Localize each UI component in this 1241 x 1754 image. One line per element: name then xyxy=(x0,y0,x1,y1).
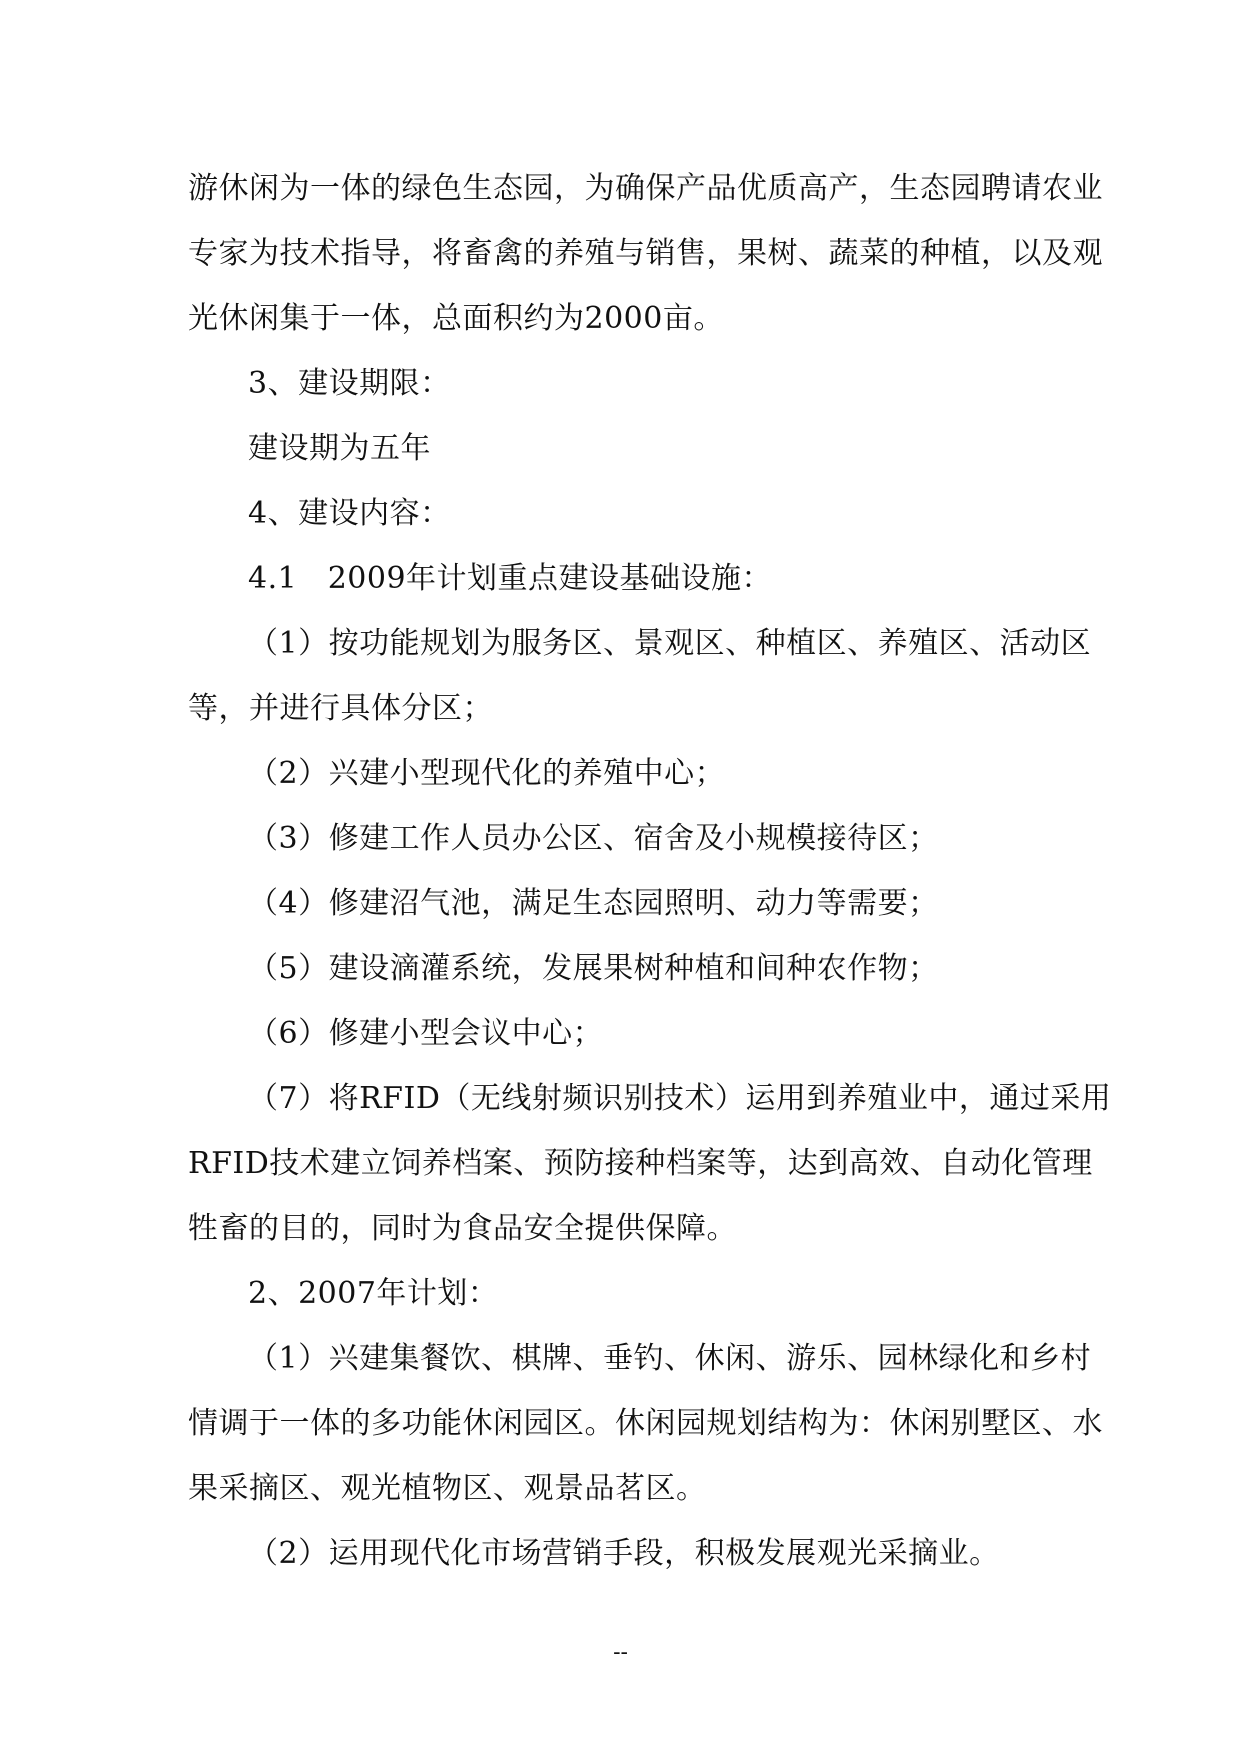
list-item: （7）将RFID（无线射频识别技术）运用到养殖业中，通过采用 xyxy=(248,1081,1112,1116)
text-line: 建设期为五年 xyxy=(248,431,431,466)
list-item: （2）兴建小型现代化的养殖中心； xyxy=(248,756,726,791)
text-line: RFID技术建立饲养档案、预防接种档案等，达到高效、自动化管理 xyxy=(188,1146,1093,1181)
text-line: 等，并进行具体分区； xyxy=(188,691,493,726)
text-line: 专家为技术指导，将畜禽的养殖与销售，果树、蔬菜的种植，以及观 xyxy=(188,236,1103,271)
list-item: （5）建设滴灌系统，发展果树种植和间种农作物； xyxy=(248,951,939,986)
text-line: 游休闲为一体的绿色生态园，为确保产品优质高产，生态园聘请农业 xyxy=(188,171,1103,206)
document-body xyxy=(188,156,1112,1586)
text-line: 牲畜的目的，同时为食品安全提供保障。 xyxy=(188,1211,737,1246)
section-heading: 3、建设期限： xyxy=(248,366,451,401)
text-line: 情调于一体的多功能休闲园区。休闲园规划结构为：休闲别墅区、水 xyxy=(188,1406,1103,1441)
list-item: （1）兴建集餐饮、棋牌、垂钓、休闲、游乐、园林绿化和乡村 xyxy=(248,1341,1092,1376)
list-item: （1）按功能规划为服务区、景观区、种植区、养殖区、活动区 xyxy=(248,626,1092,661)
section-heading: 2、2007年计划： xyxy=(248,1276,499,1311)
text-line: 光休闲集于一体，总面积约为2000亩。 xyxy=(188,301,724,336)
list-item: （6）修建小型会议中心； xyxy=(248,1016,604,1051)
list-item: （2）运用现代化市场营销手段，积极发展观光采摘业。 xyxy=(248,1536,1000,1571)
section-heading: 4、建设内容： xyxy=(248,496,451,531)
subsection-heading: 4.1 2009年计划重点建设基础设施： xyxy=(248,561,773,596)
text-line: 果采摘区、观光植物区、观景品茗区。 xyxy=(188,1471,707,1506)
list-item: （4）修建沼气池，满足生态园照明、动力等需要； xyxy=(248,886,939,921)
list-item: （3）修建工作人员办公区、宿舍及小规模接待区； xyxy=(248,821,939,856)
page-footer: -- xyxy=(613,1640,628,1665)
